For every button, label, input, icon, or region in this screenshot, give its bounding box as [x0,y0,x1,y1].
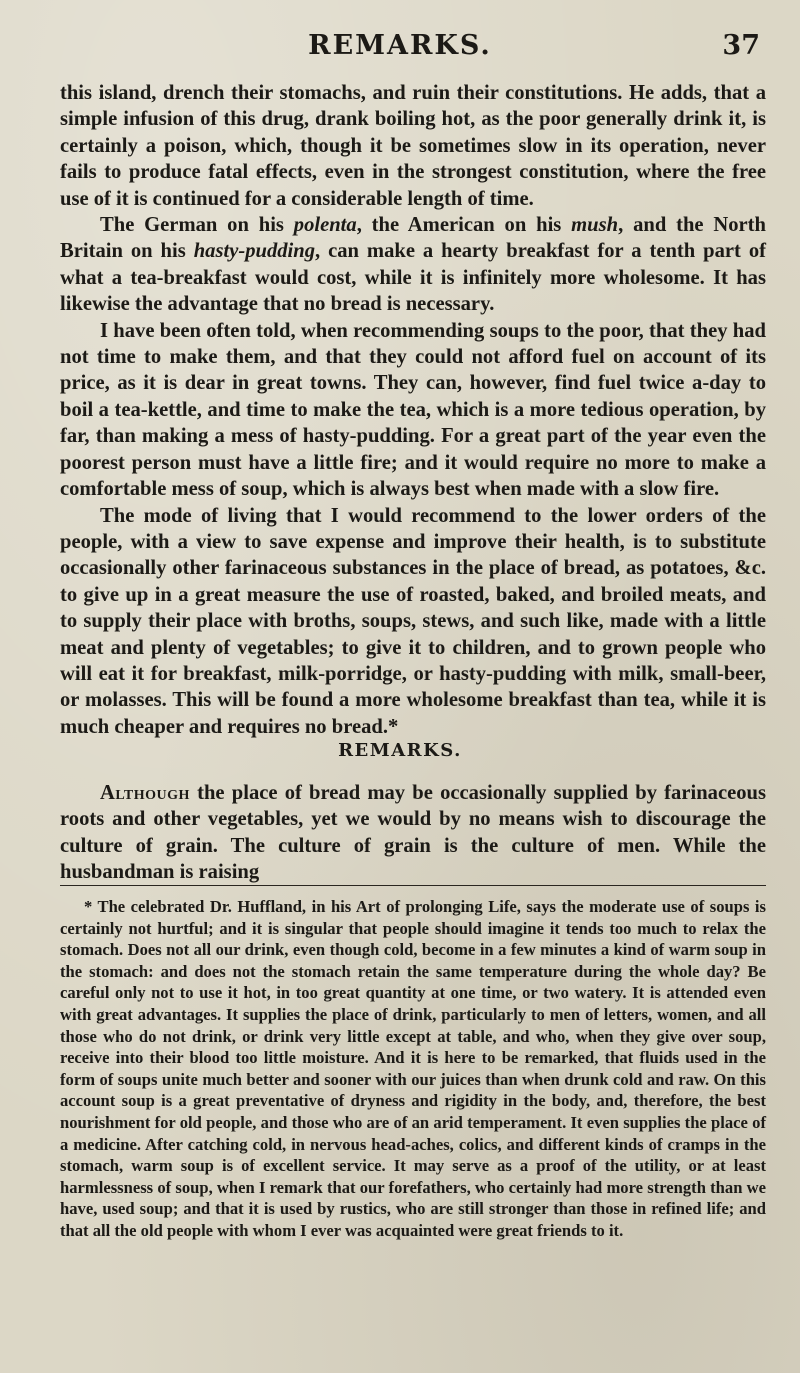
paragraph-mode-of-living: The mode of living that I would recommend to the lower orders of the people, with a view to save expense and improve their health, is to substitute occasionally other farinaceous substances in the place of bread, as potatoes, &c. to give up in a great measure the use of roasted, baked, and broiled meats, and to supply their place with broths, soups, stews, and such like, made with a little meat and plenty of vegetables; to give it to children, and to grown people who will eat it for breakfast, milk-porridge, or hasty-pudding with milk, small-beer, or molasses. This will be found a more wholesome breakfast than tea, while it is much cheaper and requires no bread.* [60,504,766,738]
italic-term-mush: mush [571,214,619,237]
page-number: 37 [722,30,760,61]
footnote [60,896,766,1242]
italic-term-polenta: polenta [293,214,357,237]
text-span: the place of bread may be occasionally supplied by farinaceous roots and other vegetables, yet we would by no means wish to discourage the culture of grain. The culture of grain is the culture of men. While the husbandman is raising [60,782,766,884]
text-span: , the American on his [356,214,572,237]
paragraph-soups: I have been often told, when recommending soups to the poor, that they had not time to make them, and that they could not afford fuel on account of its price, as it is dear in great towns. They can, however, find fuel twice a-day to boil a tea-kettle, and time to make the tea, which is a more tedious operation, by far, than making a mess of hasty-pudding. For a great part of the year even the poorest person must have a little fire; and it would require no more to make a comfortable mess of soup, which is always best when made with a slow fire. [60,319,766,501]
text-span: The German on his [100,214,294,237]
section-heading: REMARKS. [338,740,462,761]
lead-word: Although [100,782,190,804]
paragraph-continuation: this island, drench their stomachs, and ruin their constitutions. He adds, that a simple infusion of this drug, drank boiling hot, as the poor generally drink it, is certainly a poison, which, though it be sometimes slow in its operation, never fails to produce fatal effects, even in the strongest constitution, where the free use of it is continued for a considerable length of time. [60,82,766,210]
footnote-rule [60,885,766,886]
running-title: REMARKS. [308,30,492,61]
text-span: , and the North Britain on his [60,214,766,263]
paragraph-breakfast [60,212,766,318]
paragraph-remarks [60,780,766,886]
text-span: , can make a hearty breakfast for a tenth part of what a tea-breakfast would cost, while it is infinitely more wholesome. It has likewise the advantage that no bread is necessary. [60,240,767,316]
italic-term-hasty-pudding: hasty-pudding [193,240,316,263]
body-text [60,80,766,740]
running-head [0,30,800,66]
footnote-text: * The celebrated Dr. Huffland, in his Art of prolonging Life, says the moderate use of soups is certainly not hurtful; and it is singular that people should imagine it tends too much to relax the stomach. Does not all our drink, even though cold, become in a few minutes a kind of warm soup in the stomach: and does not the stomach retain the same temperature during the whole day? Be careful only not to use it hot, in too great quantity at one time, or two watery. It is attended even with great advantages. It supplies the place of drink, particularly to men of letters, women, and all those who do not drink, or drink very little except at table, and who, when they give over soup, receive into their blood too little moisture. And it is here to be remarked, that fluids used in the form of soups unite much better and sooner with our juices than when drunk cold and raw. On this account soup is a great preventative of dryness and rigidity in the body, and, therefore, the best nourishment for old people, and those who are of an arid temperament. It even supplies the place of a medicine. After catching cold, in nervous head-aches, colics, and different kinds of cramps in the stomach, warm soup is of excellent service. It may serve as a proof of the utility, or at least harmlessness of soup, when I remark that our forefathers, who certainly had more strength than we have, used soup; and that it is used by rustics, who are still stronger than those in refined life; and that all the old people with whom I ever was acquainted were great friends to it. [60,897,766,1240]
remarks-text [60,780,766,886]
